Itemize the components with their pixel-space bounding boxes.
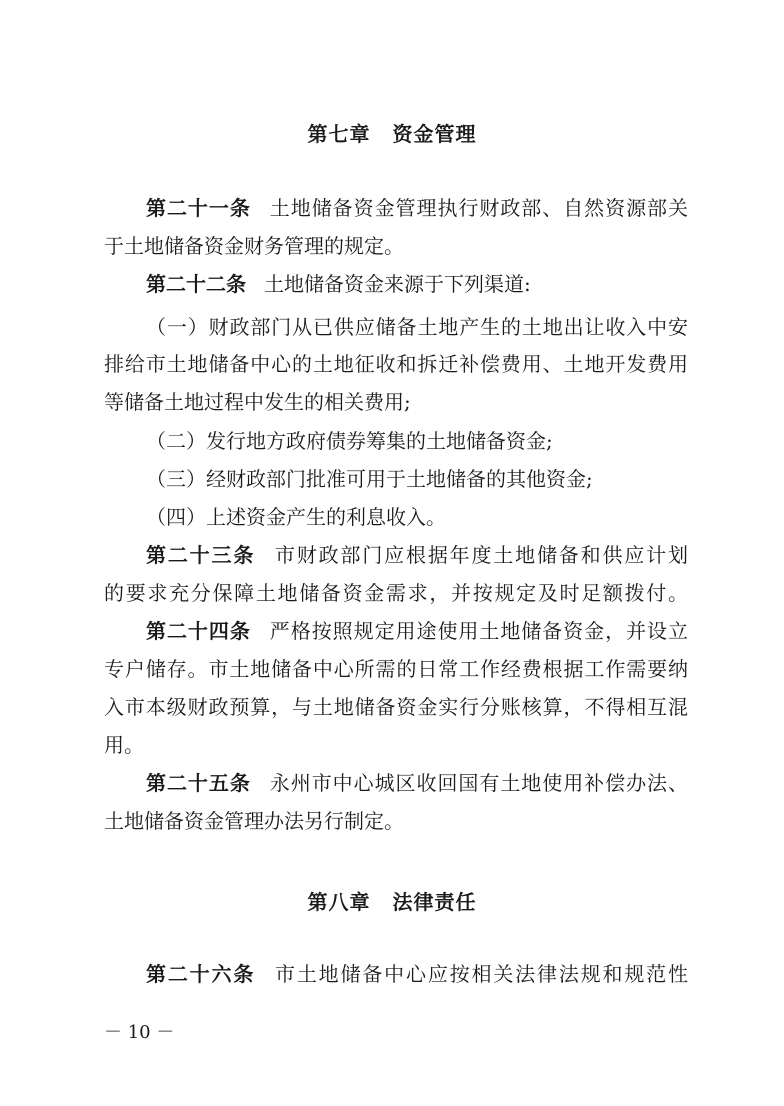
page-number: － 10 － <box>104 1022 175 1043</box>
article-24-line-3: 入市本级财政预算，与土地储备资金实行分账核算，不得相互混 <box>104 695 688 719</box>
article-22-item-1-line-1: （一）财政部门从已供应储备土地产生的土地出让收入中安 <box>146 315 688 339</box>
article-21-line-2: 于土地储备资金财务管理的规定。 <box>104 234 404 258</box>
article-23-text-1: 市财政部门应根据年度土地储备和供应计划 <box>273 543 689 567</box>
article-26-label: 第二十六条 <box>146 962 256 986</box>
article-21-line-1 <box>146 196 688 220</box>
article-22-item-4: （四）上述资金产生的利息收入。 <box>146 505 446 529</box>
article-25-text-1: 永州市中心城区收回国有土地使用补偿办法、 <box>268 771 689 795</box>
chapter-7-title: 资金管理 <box>392 122 477 146</box>
chapter-8-heading <box>0 886 784 915</box>
article-24-line-2: 专户储存。市土地储备中心所需的日常工作经费根据工作需要纳 <box>104 657 688 681</box>
article-25-line-1 <box>146 771 688 795</box>
article-25-line-2: 土地储备资金管理办法另行制定。 <box>104 809 404 833</box>
article-22-line-1 <box>146 272 688 296</box>
article-22-label: 第二十二条 <box>146 272 246 296</box>
article-22-item-1-line-3: 等储备土地过程中发生的相关费用; <box>104 390 411 414</box>
article-22-item-2: （二）发行地方政府债券筹集的土地储备资金; <box>146 429 553 453</box>
article-23-label: 第二十三条 <box>146 543 256 567</box>
chapter-8-number: 第八章 <box>307 890 371 914</box>
article-24-line-1 <box>146 619 688 643</box>
article-25-label: 第二十五条 <box>146 771 251 795</box>
chapter-8-title: 法律责任 <box>392 890 477 914</box>
chapter-7-number: 第七章 <box>307 122 371 146</box>
article-23-line-1 <box>146 543 688 567</box>
article-24-text-1: 严格按照规定用途使用土地储备资金，并设立 <box>268 619 689 643</box>
article-26-text-1: 市土地储备中心应按相关法律法规和规范性 <box>273 962 689 986</box>
chapter-7-heading <box>0 118 784 147</box>
article-22-item-3: （三）经财政部门批准可用于土地储备的其他资金; <box>146 467 593 491</box>
article-22-text-1: 土地储备资金来源于下列渠道: <box>264 272 531 296</box>
article-21-label: 第二十一条 <box>146 196 251 220</box>
article-21-text-1: 土地储备资金管理执行财政部、自然资源部关 <box>268 196 689 220</box>
article-24-line-4: 用。 <box>104 733 144 757</box>
article-24-label: 第二十四条 <box>146 619 251 643</box>
article-26-line-1 <box>146 962 688 986</box>
article-23-line-2: 的要求充分保障土地储备资金需求，并按规定及时足额拨付。 <box>104 581 688 605</box>
article-22-item-1-line-2: 排给市土地储备中心的土地征收和拆迁补偿费用、土地开发费用 <box>104 352 688 376</box>
